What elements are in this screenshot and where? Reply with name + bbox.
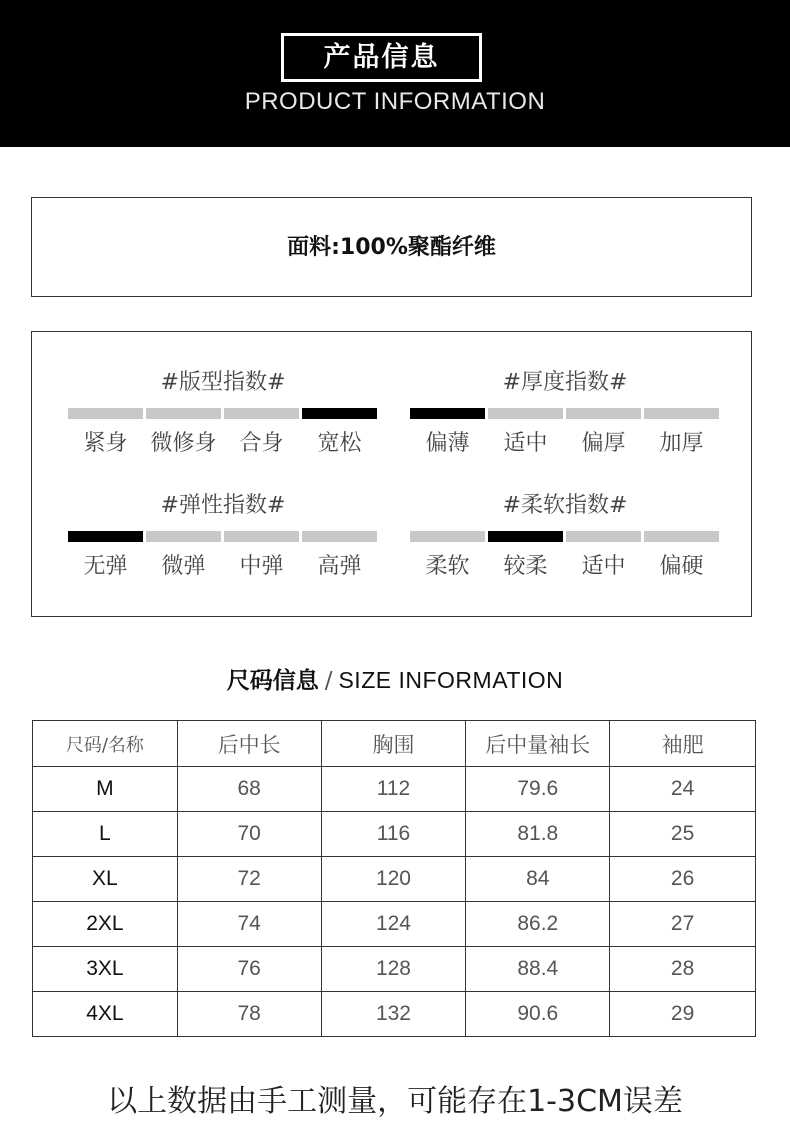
measurement-cell: 76 bbox=[177, 947, 321, 992]
index-labels bbox=[68, 426, 377, 457]
index-bar bbox=[566, 531, 641, 542]
table-body bbox=[33, 767, 756, 1037]
measurement-cell: 132 bbox=[321, 992, 466, 1037]
table-row bbox=[33, 902, 756, 947]
measurement-note: 以上数据由手工测量，可能存在1-3CM误差 bbox=[107, 1084, 683, 1119]
table-row bbox=[33, 992, 756, 1037]
column-header: 胸围 bbox=[321, 721, 466, 767]
index-bar bbox=[566, 408, 641, 419]
measurement-cell: 74 bbox=[177, 902, 321, 947]
index-bar-selected bbox=[68, 531, 143, 542]
size-cell: L bbox=[33, 812, 178, 857]
measurement-cell: 24 bbox=[610, 767, 756, 812]
page-header bbox=[0, 0, 790, 147]
table-header-row bbox=[33, 721, 756, 767]
index-bar bbox=[68, 408, 143, 419]
index-title: #版型指数# bbox=[160, 370, 286, 395]
index-bar bbox=[224, 408, 299, 419]
index-bar bbox=[146, 531, 221, 542]
measurement-cell: 29 bbox=[610, 992, 756, 1037]
measurement-cell: 70 bbox=[177, 812, 321, 857]
size-cell: 4XL bbox=[33, 992, 178, 1037]
measurement-cell: 28 bbox=[610, 947, 756, 992]
size-cell: XL bbox=[33, 857, 178, 902]
measurement-cell: 90.6 bbox=[466, 992, 610, 1037]
index-label: 紧身 bbox=[83, 431, 128, 456]
index-label: 宽松 bbox=[317, 431, 362, 456]
index-label: 适中 bbox=[503, 431, 548, 456]
fabric-text: 面料:100%聚酯纤维 bbox=[287, 235, 496, 260]
index-title: #柔软指数# bbox=[502, 493, 628, 518]
index-label: 高弹 bbox=[317, 554, 362, 579]
measurement-cell: 128 bbox=[321, 947, 466, 992]
size-section-title bbox=[0, 662, 790, 695]
index-title: #厚度指数# bbox=[502, 370, 628, 395]
size-cell: 2XL bbox=[33, 902, 178, 947]
index-label: 偏薄 bbox=[425, 431, 470, 456]
measurement-cell: 25 bbox=[610, 812, 756, 857]
index-bars bbox=[410, 531, 719, 542]
index-title: #弹性指数# bbox=[160, 493, 286, 518]
size-cell: M bbox=[33, 767, 178, 812]
measurement-cell: 26 bbox=[610, 857, 756, 902]
index-label: 微修身 bbox=[150, 431, 217, 456]
index-label: 偏硬 bbox=[659, 554, 704, 579]
index-bar-selected bbox=[410, 408, 485, 419]
measurement-cell: 78 bbox=[177, 992, 321, 1037]
index-bar bbox=[644, 531, 719, 542]
fabric-box bbox=[31, 197, 752, 297]
index-label: 中弹 bbox=[239, 554, 284, 579]
index-bar bbox=[224, 531, 299, 542]
index-bars bbox=[410, 408, 719, 419]
size-title-en: SIZE INFORMATION bbox=[338, 667, 564, 693]
index-label: 无弹 bbox=[83, 554, 128, 579]
index-bar-selected bbox=[488, 531, 563, 542]
measurement-cell: 86.2 bbox=[466, 902, 610, 947]
measurement-cell: 84 bbox=[466, 857, 610, 902]
header-subtitle: PRODUCT INFORMATION bbox=[244, 88, 546, 115]
column-header: 后中量袖长 bbox=[466, 721, 610, 767]
table-row bbox=[33, 812, 756, 857]
size-cell: 3XL bbox=[33, 947, 178, 992]
column-header: 后中长 bbox=[177, 721, 321, 767]
index-bar bbox=[302, 531, 377, 542]
size-title-cn: 尺码信息 bbox=[226, 668, 319, 694]
index-labels bbox=[410, 426, 719, 457]
measurement-cell: 68 bbox=[177, 767, 321, 812]
index-label: 较柔 bbox=[503, 554, 548, 579]
table-row bbox=[33, 767, 756, 812]
index-bars bbox=[68, 408, 377, 419]
measurement-cell: 120 bbox=[321, 857, 466, 902]
size-table bbox=[32, 720, 756, 1037]
index-label: 适中 bbox=[581, 554, 626, 579]
table-row bbox=[33, 857, 756, 902]
index-bar bbox=[488, 408, 563, 419]
size-title-separator: / bbox=[324, 668, 333, 694]
index-label: 偏厚 bbox=[581, 431, 626, 456]
column-header: 尺码/名称 bbox=[33, 721, 178, 767]
column-header: 袖肥 bbox=[610, 721, 756, 767]
index-label: 柔软 bbox=[425, 554, 470, 579]
measurement-cell: 81.8 bbox=[466, 812, 610, 857]
measurement-cell: 27 bbox=[610, 902, 756, 947]
index-bars bbox=[68, 531, 377, 542]
measurement-cell: 79.6 bbox=[466, 767, 610, 812]
table-row bbox=[33, 947, 756, 992]
measurement-cell: 72 bbox=[177, 857, 321, 902]
header-title: 产品信息 bbox=[323, 42, 440, 73]
measurement-cell: 88.4 bbox=[466, 947, 610, 992]
measurement-cell: 116 bbox=[321, 812, 466, 857]
index-labels bbox=[410, 549, 719, 580]
index-label: 加厚 bbox=[659, 431, 704, 456]
index-label: 合身 bbox=[239, 431, 284, 456]
index-bar-selected bbox=[302, 408, 377, 419]
index-bar bbox=[410, 531, 485, 542]
index-bar bbox=[644, 408, 719, 419]
index-bar bbox=[146, 408, 221, 419]
index-labels bbox=[68, 549, 377, 580]
measurement-cell: 124 bbox=[321, 902, 466, 947]
header-title-box bbox=[281, 33, 482, 82]
measurement-cell: 112 bbox=[321, 767, 466, 812]
index-panel bbox=[31, 331, 752, 617]
index-label: 微弹 bbox=[161, 554, 206, 579]
